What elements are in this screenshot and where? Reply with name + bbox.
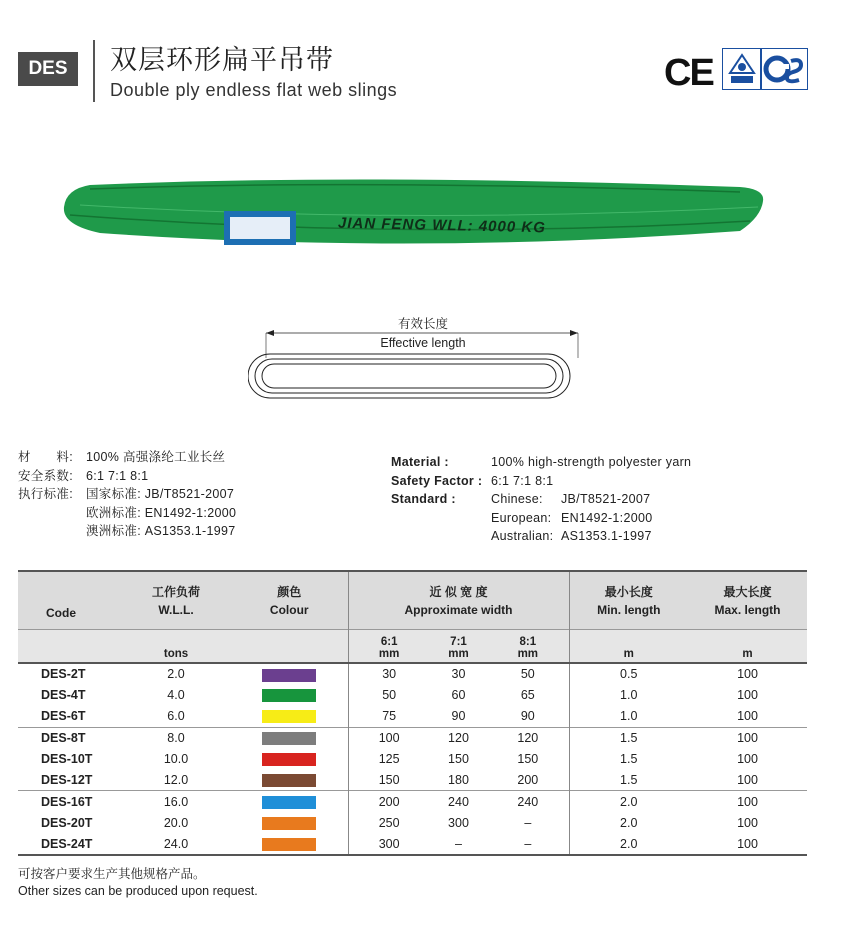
standard-value: AS1353.1-1997	[561, 529, 652, 543]
unit-min-length: m	[569, 630, 688, 664]
column-header-colour: 颜色 Colour	[231, 571, 348, 630]
column-header-max-length: 最大长度 Max. length	[688, 571, 807, 630]
column-header-code: Code	[18, 571, 121, 630]
unit-width: 6:1 7:1 8:1 mm mm mm	[348, 630, 569, 664]
cell-wll: 8.0	[121, 727, 231, 748]
unit-code	[18, 630, 121, 664]
table-units-row	[18, 630, 807, 664]
cell-width-7-1: 180	[448, 772, 469, 787]
cell-wll: 6.0	[167, 709, 185, 724]
cell-colour	[231, 685, 348, 706]
cell-width	[348, 727, 569, 748]
unit-colour	[231, 630, 348, 664]
sling-illustration	[60, 175, 770, 255]
cell-width	[348, 769, 569, 790]
cell-max-length: 100	[737, 752, 758, 766]
cell-max-length: 100	[688, 833, 807, 855]
cell-colour	[231, 749, 348, 770]
table-row	[18, 706, 807, 727]
cell-code: DES-2T	[41, 667, 86, 682]
safety-label-en: Safety Factor :	[391, 473, 483, 488]
cell-width-8-1: 65	[520, 688, 535, 703]
standard-value: JB/T8521-2007	[561, 492, 651, 506]
cell-colour	[231, 769, 348, 790]
cell-colour	[231, 791, 348, 812]
table-row	[18, 663, 807, 685]
unit-wll: tons	[121, 630, 231, 664]
effective-length-label-en: Effective length	[380, 336, 466, 350]
cell-width-8-1: 150	[517, 752, 539, 766]
cell-width-8-1: 90	[520, 709, 535, 724]
effective-length-diagram	[248, 312, 598, 402]
column-header-wll: 工作负荷 W.L.L.	[121, 571, 231, 630]
standard-value-cn: 欧洲标准: EN1492-1:2000	[86, 505, 237, 520]
effective-length-label-cn: 有效长度	[397, 317, 448, 331]
table-row	[18, 812, 807, 833]
cell-max-length: 100	[688, 727, 807, 748]
table-row	[18, 749, 807, 770]
table-row	[18, 727, 807, 748]
table-row	[18, 769, 807, 790]
table-row	[18, 791, 807, 812]
cell-max-length: 100	[737, 815, 758, 830]
cell-width-8-1: 50	[520, 667, 535, 682]
title-divider	[93, 40, 95, 102]
ce-mark-icon: CE	[664, 52, 713, 94]
colour-swatch	[262, 817, 316, 830]
cell-width-8-1: –	[524, 836, 532, 851]
cell-width-6-1: 50	[382, 688, 397, 703]
cell-width-8-1: 120	[517, 731, 539, 746]
cell-max-length: 100	[737, 772, 758, 787]
standard-region: Australian:	[491, 529, 554, 543]
page-title-en: Double ply endless flat web slings	[110, 80, 398, 100]
material-label-cn: 材 料:	[18, 450, 73, 464]
cell-width-7-1: 120	[448, 731, 469, 746]
cell-colour	[231, 727, 348, 748]
cell-code: DES-24T	[18, 833, 121, 855]
cell-min-length: 1.5	[569, 727, 688, 748]
cell-width-6-1: 150	[378, 772, 400, 787]
cell-min-length: 2.0	[569, 833, 688, 855]
standard-region: Chinese:	[491, 492, 543, 506]
cell-width	[348, 706, 569, 727]
cell-width-7-1: 60	[451, 688, 466, 703]
colour-swatch	[262, 710, 316, 723]
cell-min-length: 1.5	[569, 749, 688, 770]
cell-width	[348, 749, 569, 770]
cell-colour	[231, 706, 348, 727]
colour-swatch	[262, 689, 316, 702]
column-header-min-length: 最小长度 Min. length	[569, 571, 688, 630]
table-row	[18, 685, 807, 706]
standard-value: EN1492-1:2000	[561, 510, 653, 525]
cell-width-6-1: 125	[378, 752, 400, 766]
cell-wll: 2.0	[167, 667, 185, 682]
cell-width	[348, 663, 569, 685]
cell-wll: 10.0	[163, 752, 189, 766]
sling-product-image	[60, 175, 770, 255]
column-header-width: 近 似 宽 度 Approximate width	[348, 571, 569, 630]
cell-code: DES-10T	[41, 752, 93, 766]
standard-label-cn: 执行标准:	[18, 487, 73, 501]
cell-width-7-1: –	[455, 836, 462, 851]
table-header-row	[18, 571, 807, 630]
cell-width	[348, 833, 569, 855]
tuv-mark-icon	[722, 48, 762, 90]
footer-note-cn: 可按客户要求生产其他规格产品。	[18, 867, 206, 881]
cell-width-6-1: 300	[378, 836, 400, 851]
safety-value-cn: 6:1 7:1 8:1	[86, 468, 149, 483]
cell-width	[348, 812, 569, 833]
material-value-en: 100% high-strength polyester yarn	[491, 455, 692, 469]
cell-colour	[231, 812, 348, 833]
gs-mark-icon	[760, 48, 808, 90]
sling-print-text: JIAN FENG WLL: 4000 KG	[337, 214, 547, 237]
cell-code: DES-4T	[41, 688, 86, 703]
cell-min-length: 2.0	[569, 791, 688, 812]
safety-label-cn: 安全系数:	[18, 468, 73, 483]
cell-width	[348, 791, 569, 812]
cell-width-7-1: 30	[451, 667, 466, 682]
cell-width-7-1: 90	[451, 709, 466, 724]
material-label-en: Material :	[391, 455, 449, 469]
cell-width-6-1: 250	[378, 815, 400, 830]
specifications-cn	[18, 448, 236, 541]
cell-colour	[231, 663, 348, 685]
specification-table	[18, 570, 807, 856]
colour-swatch	[262, 774, 316, 787]
cell-width-7-1: 300	[448, 815, 469, 830]
cell-width-7-1: 240	[448, 794, 469, 809]
standard-region: European:	[491, 510, 552, 525]
cell-wll: 16.0	[121, 791, 231, 812]
cell-width-6-1: 75	[382, 709, 397, 724]
material-value-cn: 100% 高强涤纶工业长丝	[86, 450, 226, 464]
cell-code: DES-12T	[41, 772, 93, 787]
cell-max-length: 100	[688, 791, 807, 812]
cell-wll: 4.0	[167, 688, 185, 703]
cell-max-length: 100	[737, 709, 758, 724]
cell-min-length: 0.5	[569, 663, 688, 685]
cell-width-8-1: 240	[517, 794, 539, 809]
cell-width-6-1: 30	[382, 667, 397, 682]
colour-swatch	[262, 796, 316, 809]
cell-code: DES-6T	[41, 709, 86, 724]
unit-max-length: m	[688, 630, 807, 664]
standard-value-cn: 国家标准: JB/T8521-2007	[86, 487, 235, 501]
page-title-cn: 双层环形扁平吊带	[110, 45, 334, 75]
cell-width-6-1: 100	[378, 731, 400, 746]
footer-note	[18, 866, 258, 900]
cell-code: DES-20T	[41, 815, 93, 830]
cell-max-length: 100	[737, 667, 758, 682]
cell-colour	[231, 833, 348, 855]
footer-note-en: Other sizes can be produced upon request.	[18, 884, 258, 898]
cell-code: DES-16T	[18, 791, 121, 812]
cell-max-length: 100	[737, 688, 758, 703]
safety-value-en: 6:1 7:1 8:1	[491, 473, 554, 488]
cell-min-length: 1.0	[569, 685, 688, 706]
cell-wll: 24.0	[121, 833, 231, 855]
colour-swatch	[262, 732, 316, 745]
standard-value-cn: 澳洲标准: AS1353.1-1997	[86, 524, 236, 538]
product-code-badge: DES	[18, 52, 78, 86]
cell-wll: 12.0	[163, 772, 189, 787]
cell-min-length: 1.5	[569, 769, 688, 790]
cell-width	[348, 685, 569, 706]
table-row	[18, 833, 807, 855]
cell-min-length: 2.0	[569, 812, 688, 833]
cell-wll: 20.0	[163, 815, 189, 830]
colour-swatch	[262, 669, 316, 682]
specifications-en	[391, 453, 691, 546]
cell-width-8-1: 200	[517, 772, 539, 787]
standard-label-en: Standard :	[391, 492, 456, 506]
colour-swatch	[262, 753, 316, 766]
colour-swatch	[262, 838, 316, 851]
cell-width-8-1: –	[524, 815, 532, 830]
cell-width-7-1: 150	[448, 752, 469, 766]
cell-code: DES-8T	[18, 727, 121, 748]
cell-width-6-1: 200	[378, 794, 400, 809]
cell-min-length: 1.0	[569, 706, 688, 727]
